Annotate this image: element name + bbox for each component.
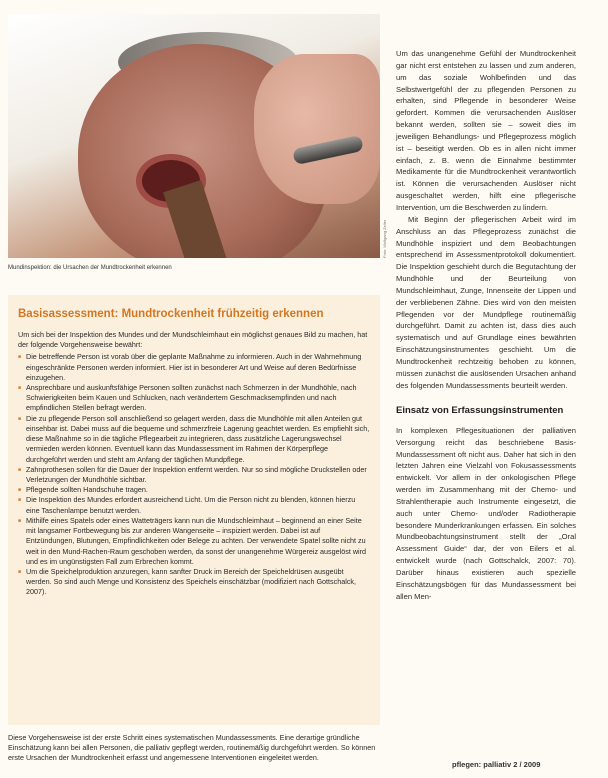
after-box-paragraph: Diese Vorgehensweise ist der erste Schritt eines systematischen Mundassessments. Eine derartige gründliche Einschätzung kann bei allen Personen, die palliativ gepflegt werden, routinemäßig durchgeführt werden. So können erste Ursachen der Mundtrockenheit erfasst und angemessene Interventionen eingeleitet werden. [8,733,376,763]
bullet-item: ■ Mithilfe eines Spatels oder eines Watteträgers kann nun die Mundschleimhaut – beginnend an einer Seite mit langsamer Fortbewegung bis zur anderen Wangenseite – inspiziert werden. Dabei ist auf Entzündungen, Blutungen, Empfindlichkeiten oder Belege zu achten. Der verwendete Spatel sollte nicht zu weit in den Mund-Rachen-Raum geschoben werden, da sonst der unangenehme Würgereiz ausgelöst wird und es im ungünstigsten Fall zum Erbrechen kommt. [18,516,370,567]
box-bullet-list [18,352,370,597]
section-subheading: Einsatz von Erfassungsinstrumenten [396,405,564,417]
info-box [8,295,380,725]
bullet-item: ■ Ansprechbare und auskunftsfähige Personen sollten zunächst nach Schmerzen in der Mundhöhle, nach Schwierigkeiten beim Kauen und Schlucken, nach verändertem Geschmacksempfinden und nach empfindlichen Stellen befragt werden. [18,383,370,414]
page-footer: pflegen: palliativ 2 / 2009 [452,760,541,769]
box-heading-keyword: Basisassessment: [18,308,119,320]
article-photo [8,14,380,258]
photo-credit: Foto: Wolfgang Zeller [382,219,387,258]
bullet-item: ■ Um die Speichelproduktion anzuregen, kann sanfter Druck im Bereich der Speicheldrüsen ausgeübt werden. So sind auch Menge und Konsistenz des Speichels einschätzbar (modifiziert nach Gottschalck, 2007). [18,567,370,598]
photo-caption: Mundinspektion: die Ursachen der Mundtrockenheit erkennen [8,265,172,271]
photo-hand-shape [254,54,380,204]
bullet-item: ■ Zahnprothesen sollen für die Dauer der Inspektion entfernt werden. Nur so sind mögliche Druckstellen oder Verletzungen der Mundhöhle sichtbar. [18,465,370,485]
box-heading-title: Mundtrockenheit frühzeitig erkennen [121,308,324,320]
right-paragraph-3: In komplexen Pflegesituationen der palliativen Versorgung reicht das beschriebene Basis-Mundassessment oft nicht aus. Daher hat sich in den letzten Jahren eine Vielzahl von Fokusassessments entwickelt. Vor allem in der onkologischen Pflege werden im Zusammenhang mit der Chemo- und Strahlentherapie auch Instrumente eingesetzt, die auch unter Chemo- und/oder Radiotherapie besondere Munderkrankungen erfassen. Ein solches Mundbeobachtungsinstrument stellt der „Oral Assessment Guide“ dar, der von Eilers et al. entwickelt wurde (nach Gottschalck, 2007: 70). Darüber hinaus existieren auch spezielle Einschätzungsbögen für das Mundassessment bei allen Men- [396,425,576,601]
right-column [396,48,576,603]
right-paragraph-2: Mit Beginn der pflegerischen Arbeit wird im Anschluss an das Pflegeprozess zunächst die Mundhöhle inspiziert und dem Beobachtungen entsprechend im Assessmentprotokoll dokumentiert. Die Inspektion geschieht durch die Begutachtung der Mundhöhle und der Beurteilung von Mundschleimhaut, Zunge, Innenseite der Lippen und der verbliebenen Zähne. Dies wird von den meisten Pflegenden vor der Mundpflege routinemäßig durchgeführt. Damit zu achten ist, dass dies auch systematisch und auf Grundlage eines bewährten Einschätzungsinstrumentes geschieht. Um die Mundtrockenheit rechtzeitig behoben zu können, müssen zunächst die auslösenden Ursachen anhand des folgenden Mundassessments beurteilt werden. [396,214,576,390]
box-heading [18,307,370,322]
bullet-item: ■ Die betreffende Person ist vorab über die geplante Maßnahme zu informieren. Auch in der Wahrnehmung eingeschränkte Personen werden informiert. Hier ist in besonderer Art und Weise auf deren Bedürfnisse einzugehen. [18,352,370,383]
bullet-item: ■ Pflegende sollten Handschuhe tragen. [18,485,370,495]
left-column [8,0,387,778]
box-intro: Um sich bei der Inspektion des Mundes und der Mundschleimhaut ein möglichst genaues Bild zu machen, hat der folgende Vorgehensweise bewährt: [18,329,368,350]
right-paragraph-1: Um das unangenehme Gefühl der Mundtrockenheit gar nicht erst entstehen zu lassen und zum anderen, um das soziale Wohlbefinden und das Selbstwertgefühl der zu pflegenden Personen zu erhalten, sind Pflegende in besonderer Weise gefordert. Kommen die verursachenden Auslöser bekannt werden, sollten sie – soweit dies im jeweiligen Behandlungs- und Pflegeprozess möglich ist – beseitigt werden. Ob es in allen nicht immer einfach, z. B. wenn die Einnahme bestimmter Medikamente für die Mundtrockenheit verantwortlich ist. Können die verursachenden Auslöser nicht ausgeschaltet werden, hilft eine pflegerische Intervention, um die Beschwerden zu lindern. [396,49,576,212]
bullet-item: ■ Die Inspektion des Mundes erfordert ausreichend Licht. Um die Person nicht zu blenden, können hierzu eine Taschenlampe benutzt werden. [18,495,370,515]
bullet-item: ■ Die zu pflegende Person soll anschließend so gelagert werden, dass die Mundhöhle mit allen Anteilen gut einsehbar ist. Dabei muss auf die bequeme und schmerzfreie Lagerung geachtet werden. Es empfiehlt sich, diese Maßnahme so in die tägliche Pflegearbeit zu integrieren, dass zusätzliche Lagerungswechsel vermieden werden können. Eventuell kann das Mundassessment im Rahmen der Körperpflege durchgeführt werden und steht am Anfang der täglichen Mundpflege. [18,414,370,465]
